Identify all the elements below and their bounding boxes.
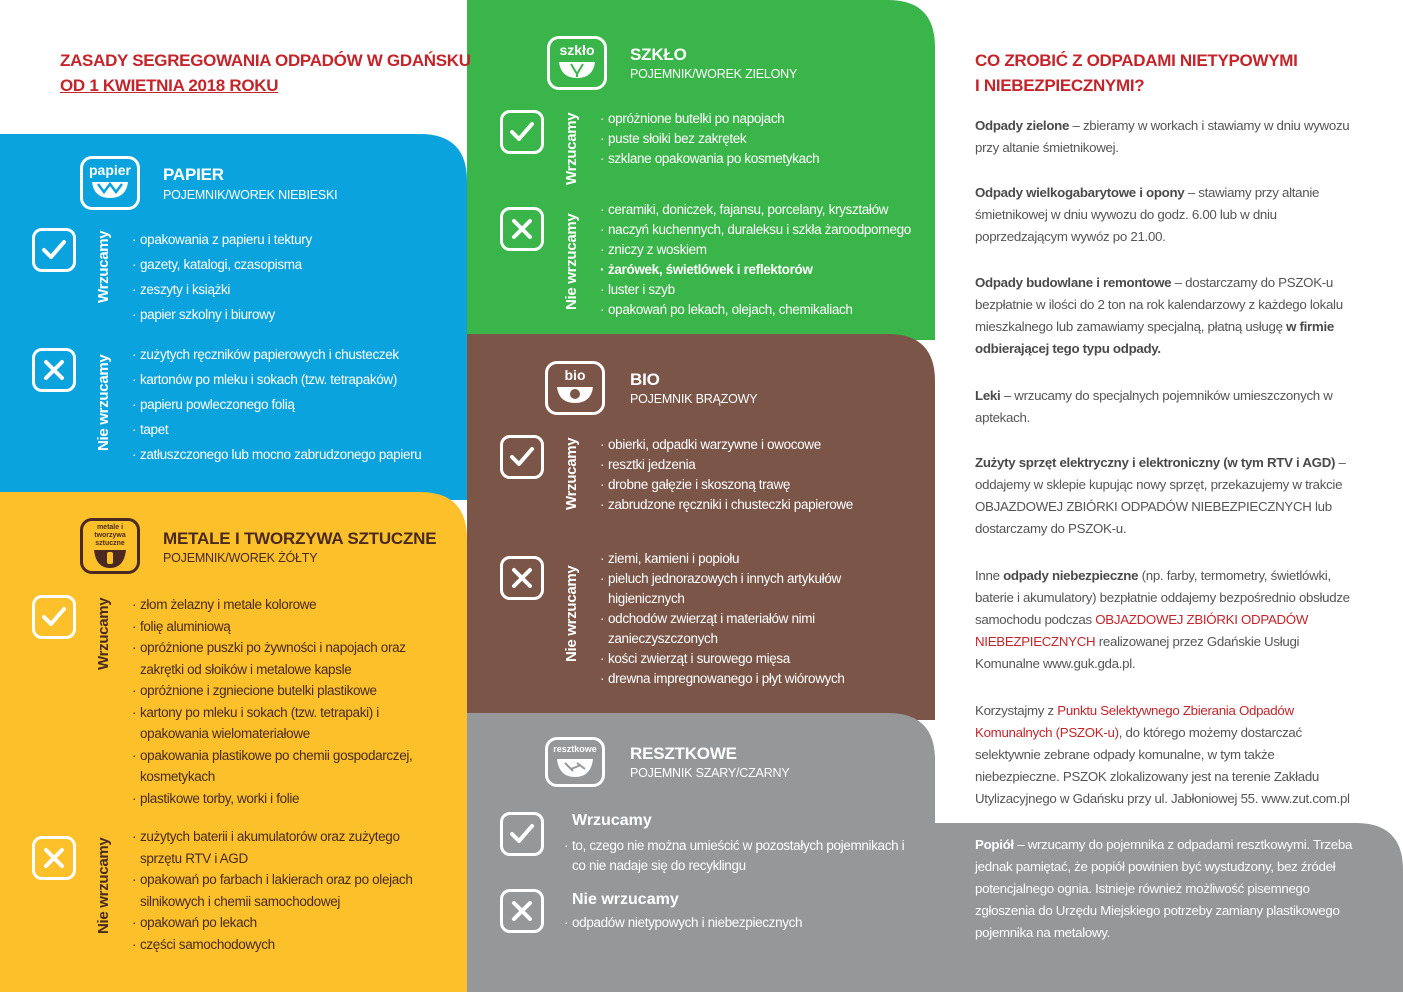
list-item: · opróżnione butelki po napojach (600, 109, 920, 129)
text-span: – stawiamy przy altanie śmietnikowej w dniu wywozu do godz. 6.00 lub w dniu poprzedzającym wywóz po 21.00. (975, 185, 1320, 244)
list-item: · zatłuszczonego lub mocno zabrudzonego papieru (132, 442, 452, 467)
text-span: – wrzucamy do specjalnych pojemników umieszczonych w aptekach. (975, 388, 1333, 425)
check-icon (500, 812, 544, 856)
bio-yes-label: Wrzucamy (563, 437, 580, 510)
list-item: · drewna impregnowanego i płyt wiórowych (600, 669, 860, 689)
metale-sub: POJEMNIK/WOREK ŻÓŁTY (163, 551, 318, 565)
bold-lead: Odpady budowlane i remontowe (975, 275, 1172, 290)
bio-name: BIO (630, 370, 660, 389)
paragraph-medicines (975, 385, 1355, 429)
list-item: · opróżnione i zgniecione butelki plastikowe (132, 680, 444, 702)
bold-lead: Popiół (975, 837, 1014, 852)
metale-yes-list (132, 594, 444, 809)
bold-lead: Odpady zielone (975, 118, 1070, 133)
mixed-bin-icon (555, 755, 595, 779)
check-icon (32, 228, 76, 272)
papier-bin-icon (80, 156, 140, 210)
bio-yes-list (600, 435, 920, 515)
list-item: · kartonów po mleku i sokach (tzw. tetrapaków) (132, 367, 452, 392)
bold-lead: Odpady wielkogabarytowe i opony (975, 185, 1185, 200)
list-item: · naczyń kuchennych, duraleksu i szkła żaroodpornego (600, 220, 930, 240)
metale-yes-label: Wrzucamy (95, 597, 112, 670)
list-item: · odpadów nietypowych i niebezpiecznych (564, 913, 914, 933)
cross-icon (500, 889, 544, 933)
list-item: · puste słoiki bez zakrętek (600, 129, 920, 149)
text-span: – zbieramy w workach i stawiamy w dniu wywozu przy altanie śmietnikowej. (975, 118, 1350, 155)
bio-icon-label: bio (564, 367, 586, 383)
check-icon (500, 110, 544, 154)
list-item: · odchodów zwierząt i materiałów nimi zanieczyszczonych (600, 609, 860, 649)
check-icon (500, 435, 544, 479)
list-item: · drobne gałęzie i skoszoną trawę (600, 475, 920, 495)
cross-icon (500, 556, 544, 600)
list-item: · zeszyty i książki (132, 277, 452, 302)
text-span: realizowanej przez Gdańskie Usługi Komunalne www.guk.gda.pl. (975, 634, 1300, 671)
metale-no-label: Nie wrzucamy (95, 837, 112, 934)
bold-tail: w firmie odbierającej tego typu odpady. (975, 319, 1334, 356)
list-item: · części samochodowych (132, 934, 437, 956)
list-item: · gazety, katalogi, czasopisma (132, 252, 452, 277)
szklo-bin-icon (547, 36, 607, 90)
szklo-sub: POJEMNIK/WOREK ZIELONY (630, 67, 798, 81)
bio-bin-icon (545, 361, 605, 415)
paragraph-ash (975, 834, 1355, 944)
bio-sub: POJEMNIK BRĄZOWY (630, 392, 758, 406)
list-item: · ceramiki, doniczek, fajansu, porcelany, kryształów (600, 200, 930, 220)
paragraph-hazardous (975, 565, 1355, 675)
szklo-no-label: Nie wrzucamy (563, 213, 580, 310)
papier-yes-label: Wrzucamy (95, 230, 112, 303)
papier-sub: POJEMNIK/WOREK NIEBIESKI (163, 188, 338, 202)
glass-bin-icon (557, 58, 597, 80)
red-highlight: Punktu Selektywnego Zbierania Odpadów Komunalnych (PSZOK-u) (975, 703, 1294, 740)
right-title-line-2: I NIEBEZPIECZNYMI? (975, 76, 1145, 95)
list-item: · zniczy z woskiem (600, 240, 930, 260)
cross-icon (32, 348, 76, 392)
list-item: · żarówek, świetlówek i reflektorów (600, 260, 930, 280)
szklo-name: SZKŁO (630, 45, 687, 64)
list-item: · folię aluminiową (132, 616, 444, 638)
papier-icon-label: papier (88, 162, 131, 178)
papier-yes-list (132, 227, 452, 327)
paragraph-green-waste (975, 115, 1355, 159)
szklo-no-list (600, 200, 930, 320)
list-item: · resztki jedzenia (600, 455, 920, 475)
paragraph-construction-waste (975, 272, 1355, 360)
list-item: · obierki, odpadki warzywne i owocowe (600, 435, 920, 455)
list-item: · zabrudzone ręczniki i chusteczki papierowe (600, 495, 920, 515)
text-span: – wrzucamy do pojemnika z odpadami resztkowymi. Trzeba jednak pamiętać, że popiół powinien być wystudzony, bez źródeł potencjalnego ognia. Istnieje również możliwość pisemnego zgłoszenia do Urzędu Miejskiego potrzeby zamiany plastikowego pojemnika na metalowy. (975, 837, 1353, 940)
bold-lead: Leki (975, 388, 1001, 403)
szklo-icon-label: szkło (559, 42, 595, 58)
paragraph-pszok (975, 700, 1355, 810)
resztkowe-no-list (564, 913, 914, 933)
metale-icon-label: metale i tworzywa sztuczne (94, 524, 126, 547)
bio-no-label: Nie wrzucamy (563, 565, 580, 662)
text-span: , do którego możemy dostarczać selektywnie zebrane odpady komunalne, w tym także niebezpieczne. PSZOK zlokalizowany jest na terenie Zakładu Utylizacyjnego w Gdańsku przy ul. Jabłoniowej 55. www.zut.com.pl (975, 725, 1350, 806)
list-item: · opróżnione puszki po żywności i napojach oraz zakrętki od słoików i metalowe kapsle (132, 637, 444, 680)
title-line-1: ZASADY SEGREGOWANIA ODPADÓW W GDAŃSKU (60, 51, 471, 70)
szklo-yes-list (600, 109, 920, 169)
resztkowe-name: RESZTKOWE (630, 744, 737, 763)
bottle-bin-icon (92, 548, 128, 570)
list-item: · ziemi, kamieni i popiołu (600, 549, 860, 569)
papier-name: PAPIER (163, 165, 224, 184)
metale-name: METALE I TWORZYWA SZTUCZNE (163, 529, 437, 548)
szklo-yes-label: Wrzucamy (563, 112, 580, 185)
metale-no-list (132, 826, 437, 955)
list-item: · luster i szyb (600, 280, 930, 300)
resztkowe-yes-list (564, 836, 914, 876)
apple-bin-icon (555, 383, 595, 405)
resztkowe-sub: POJEMNIK SZARY/CZARNY (630, 766, 790, 780)
list-item: · papieru powleczonego folią (132, 392, 452, 417)
resztkowe-no-label: Nie wrzucamy (572, 891, 679, 908)
right-title (975, 48, 1298, 98)
list-item: · kartony po mleku i sokach (tzw. tetrapaki) i opakowania wielomateriałowe (132, 702, 444, 745)
text-span: (np. farby, termometry, świetlówki, baterie i akumulatory) bezpłatnie oddajemy bezpośrednio obsłudze samochodu podczas (975, 568, 1350, 627)
list-item: · opakowania plastikowe po chemii gospodarczej, kosmetykach (132, 745, 444, 788)
page-title (60, 48, 471, 98)
right-title-line-1: CO ZROBIĆ Z ODPADAMI NIETYPOWYMI (975, 51, 1298, 70)
bold-lead: Zużyty sprzęt elektryczny i elektroniczny (w tym RTV i AGD) (975, 455, 1336, 470)
red-highlight: OBJAZDOWEJ ZBIÓRKI ODPADÓW NIEBEZPIECZNYCH (975, 612, 1309, 649)
metale-bin-icon (80, 518, 140, 574)
text-span: Korzystajmy z (975, 703, 1058, 718)
papier-no-list (132, 342, 452, 467)
list-item: · plastikowe torby, worki i folie (132, 788, 444, 810)
list-item: · opakowań po lekach (132, 912, 437, 934)
bold-term: odpady niebezpieczne (1003, 568, 1139, 583)
list-item: · zużytych baterii i akumulatorów oraz zużytego sprzętu RTV i AGD (132, 826, 437, 869)
list-item: · opakowań po farbach i lakierach oraz po olejach silnikowych i chemii samochodowej (132, 869, 437, 912)
list-item: · szklane opakowania po kosmetykach (600, 149, 920, 169)
papier-no-label: Nie wrzucamy (95, 354, 112, 451)
list-item: · zużytych ręczników papierowych i chusteczek (132, 342, 452, 367)
resztkowe-yes-label: Wrzucamy (572, 812, 652, 829)
list-item: · kości zwierząt i surowego mięsa (600, 649, 860, 669)
text-span: Inne (975, 568, 1004, 583)
list-item: · papier szkolny i biurowy (132, 302, 452, 327)
list-item: · tapet (132, 417, 452, 442)
list-item: · opakowań po lekach, olejach, chemikaliach (600, 300, 930, 320)
cross-icon (500, 207, 544, 251)
bio-no-list (600, 549, 860, 689)
resztkowe-icon-label: resztkowe (553, 744, 597, 754)
paragraph-bulky-waste (975, 182, 1355, 248)
open-bin-icon (90, 178, 130, 200)
cross-icon (32, 836, 76, 880)
list-item: · złom żelazny i metale kolorowe (132, 594, 444, 616)
title-line-2: OD 1 KWIETNIA 2018 ROKU (60, 76, 279, 95)
text-span: – oddajemy w sklepie kupując nowy sprzęt, przekazujemy w trakcie OBJAZDOWEJ ZBIÓRKI ODPADÓW NIEBEZPIECZNYCH lub dostarczamy do PSZOK-u. (975, 455, 1346, 536)
list-item: · to, czego nie można umieścić w pozostałych pojemnikach i co nie nadaje się do recyklingu (564, 836, 914, 876)
paragraph-electronics (975, 452, 1355, 540)
text-span: – dostarczamy do PSZOK-u bezpłatnie w ilości do 2 ton na rok kalendarzowy z każdego lokalu mieszkalnego lub zamawiamy specjalną, płatną usługę (975, 275, 1343, 334)
resztkowe-bin-icon (545, 737, 605, 787)
check-icon (32, 595, 76, 639)
list-item: · opakowania z papieru i tektury (132, 227, 452, 252)
list-item: · pieluch jednorazowych i innych artykułów higienicznych (600, 569, 860, 609)
